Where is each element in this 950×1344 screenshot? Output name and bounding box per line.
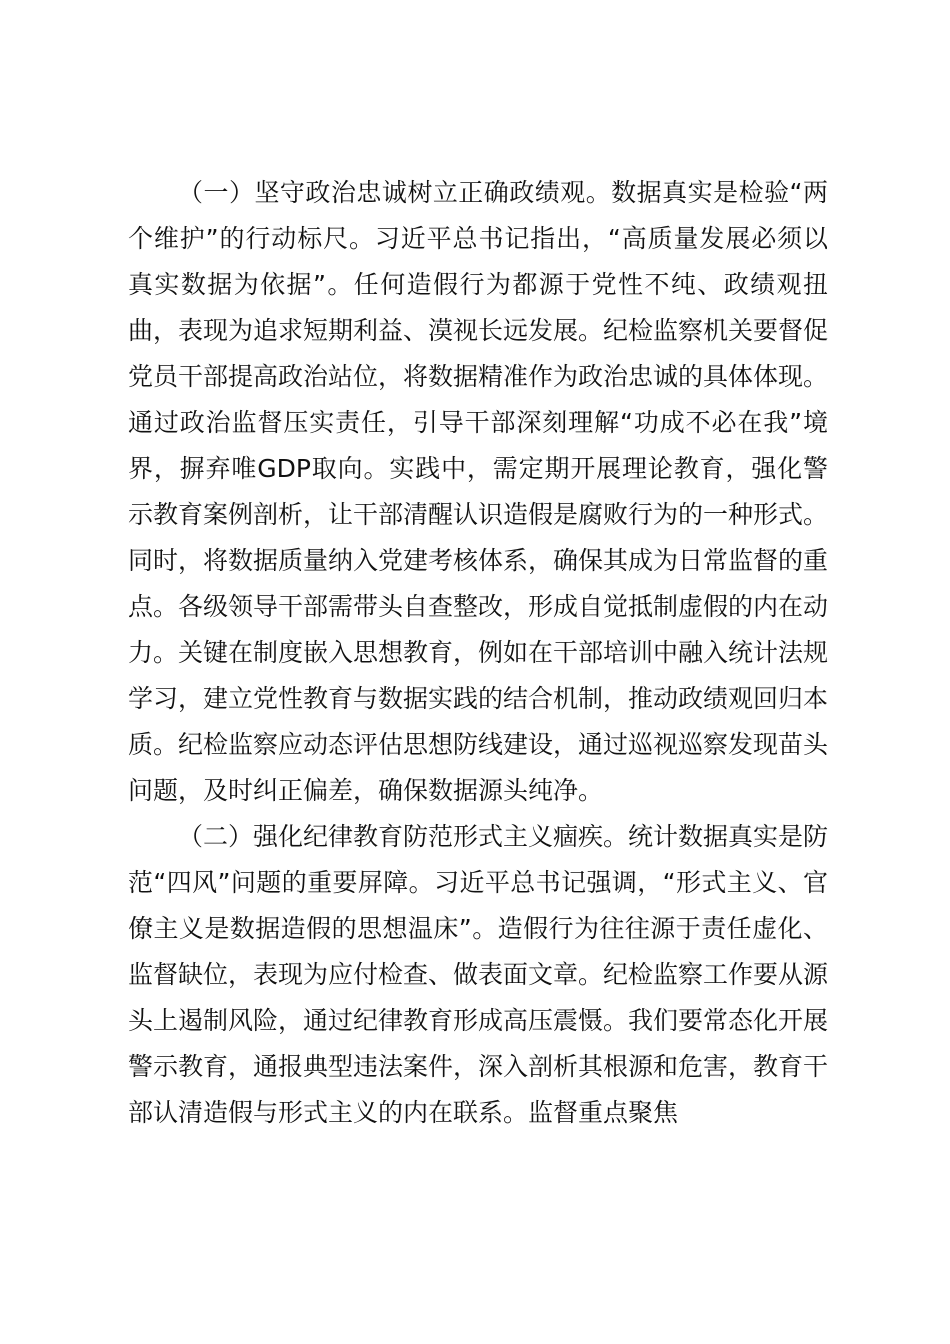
- paragraph-2: （二）强化纪律教育防范形式主义痼疾。统计数据真实是防范“四风”问题的重要屏障。习近平总书记强调，“形式主义、官僚主义是数据造假的思想温床”。造假行为往往源于责任虚化、监督缺位，表现为应付检查、做表面文章。纪检监察工作要从源头上遏制风险，通过纪律教育形成高压震慑。我们要常态化开展警示教育，通报典型违法案件，深入剖析其根源和危害，教育干部认清造假与形式主义的内在联系。监督重点聚焦: [128, 822, 829, 1127]
- paragraph-1: （一）坚守政治忠诚树立正确政绩观。数据真实是检验“两个维护”的行动标尺。习近平总书记指出，“高质量发展必须以真实数据为依据”。任何造假行为都源于党性不纯、政绩观扭曲，表现为追求短期利益、漠视长远发展。纪检监察机关要督促党员干部提高政治站位，将数据精准作为政治忠诚的具体体现。通过政治监督压实责任，引导干部深刻理解“功成不必在我”境界，摒弃唯GDP取向。实践中，需定期开展理论教育，强化警示教育案例剖析，让干部清醒认识造假是腐败行为的一种形式。同时，将数据质量纳入党建考核体系，确保其成为日常监督的重点。各级领导干部需带头自查整改，形成自觉抵制虚假的内在动力。关键在制度嵌入思想教育，例如在干部培训中融入统计法规学习，建立党性教育与数据实践的结合机制，推动政绩观回归本质。纪检监察应动态评估思想防线建设，通过巡视巡察发现苗头问题，及时纠正偏差，确保数据源头纯净。: [128, 178, 829, 805]
- document-body: [128, 170, 828, 1136]
